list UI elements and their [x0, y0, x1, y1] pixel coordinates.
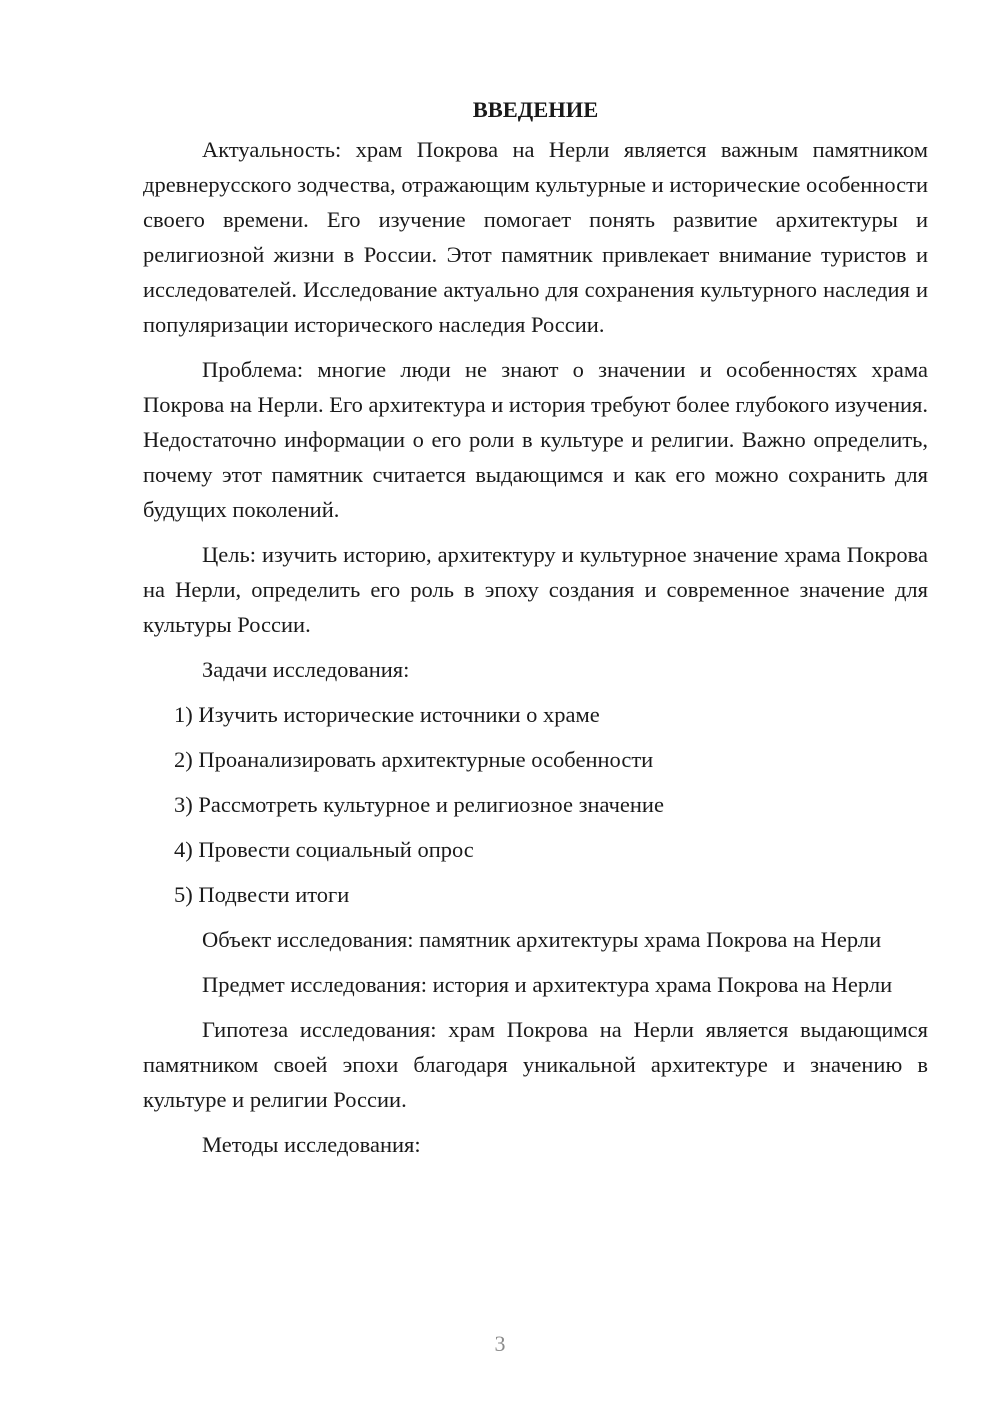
document-page — [143, 92, 928, 1172]
object-paragraph: Объект исследования: памятник архитектуры храма Покрова на Нерли — [202, 927, 882, 952]
task-item: 3) Рассмотреть культурное и религиозное значение — [174, 792, 664, 817]
task-item: 5) Подвести итоги — [174, 882, 350, 907]
tasks-list — [143, 697, 928, 912]
task-item: 2) Проанализировать архитектурные особенности — [174, 747, 654, 772]
relevance-paragraph: Актуальность: храм Покрова на Нерли является важным памятником древнерусского зодчества, отражающим культурные и исторические особенности своего времени. Его изучение помогает понять развитие архитектуры и религиозной жизни в России. Этот памятник привлекает внимание туристов и исследователей. Исследование актуально для сохранения культурного наследия и популяризации исторического наследия России. — [143, 137, 928, 337]
tasks-title: Задачи исследования: — [202, 657, 410, 682]
task-item: 1) Изучить исторические источники о храме — [174, 702, 600, 727]
subject-paragraph: Предмет исследования: история и архитектура храма Покрова на Нерли — [202, 972, 893, 997]
goal-paragraph: Цель: изучить историю, архитектуру и культурное значение храма Покрова на Нерли, определить его роль в эпоху создания и современное значение для культуры России. — [143, 542, 928, 637]
page-number: 3 — [494, 1331, 506, 1356]
page-heading: ВВЕДЕНИЕ — [472, 97, 599, 122]
hypothesis-paragraph: Гипотеза исследования: храм Покрова на Нерли является выдающимся памятником своей эпохи благодаря уникальной архитектуре и значению в культуре и религии России. — [143, 1017, 928, 1112]
methods-title: Методы исследования: — [202, 1132, 421, 1157]
problem-paragraph: Проблема: многие люди не знают о значении и особенностях храма Покрова на Нерли. Его архитектура и история требуют более глубокого изучения. Недостаточно информации о его роли в культуре и религии. Важно определить, почему этот памятник считается выдающимся и как его можно сохранить для будущих поколений. — [143, 357, 928, 522]
task-item: 4) Провести социальный опрос — [174, 837, 474, 862]
